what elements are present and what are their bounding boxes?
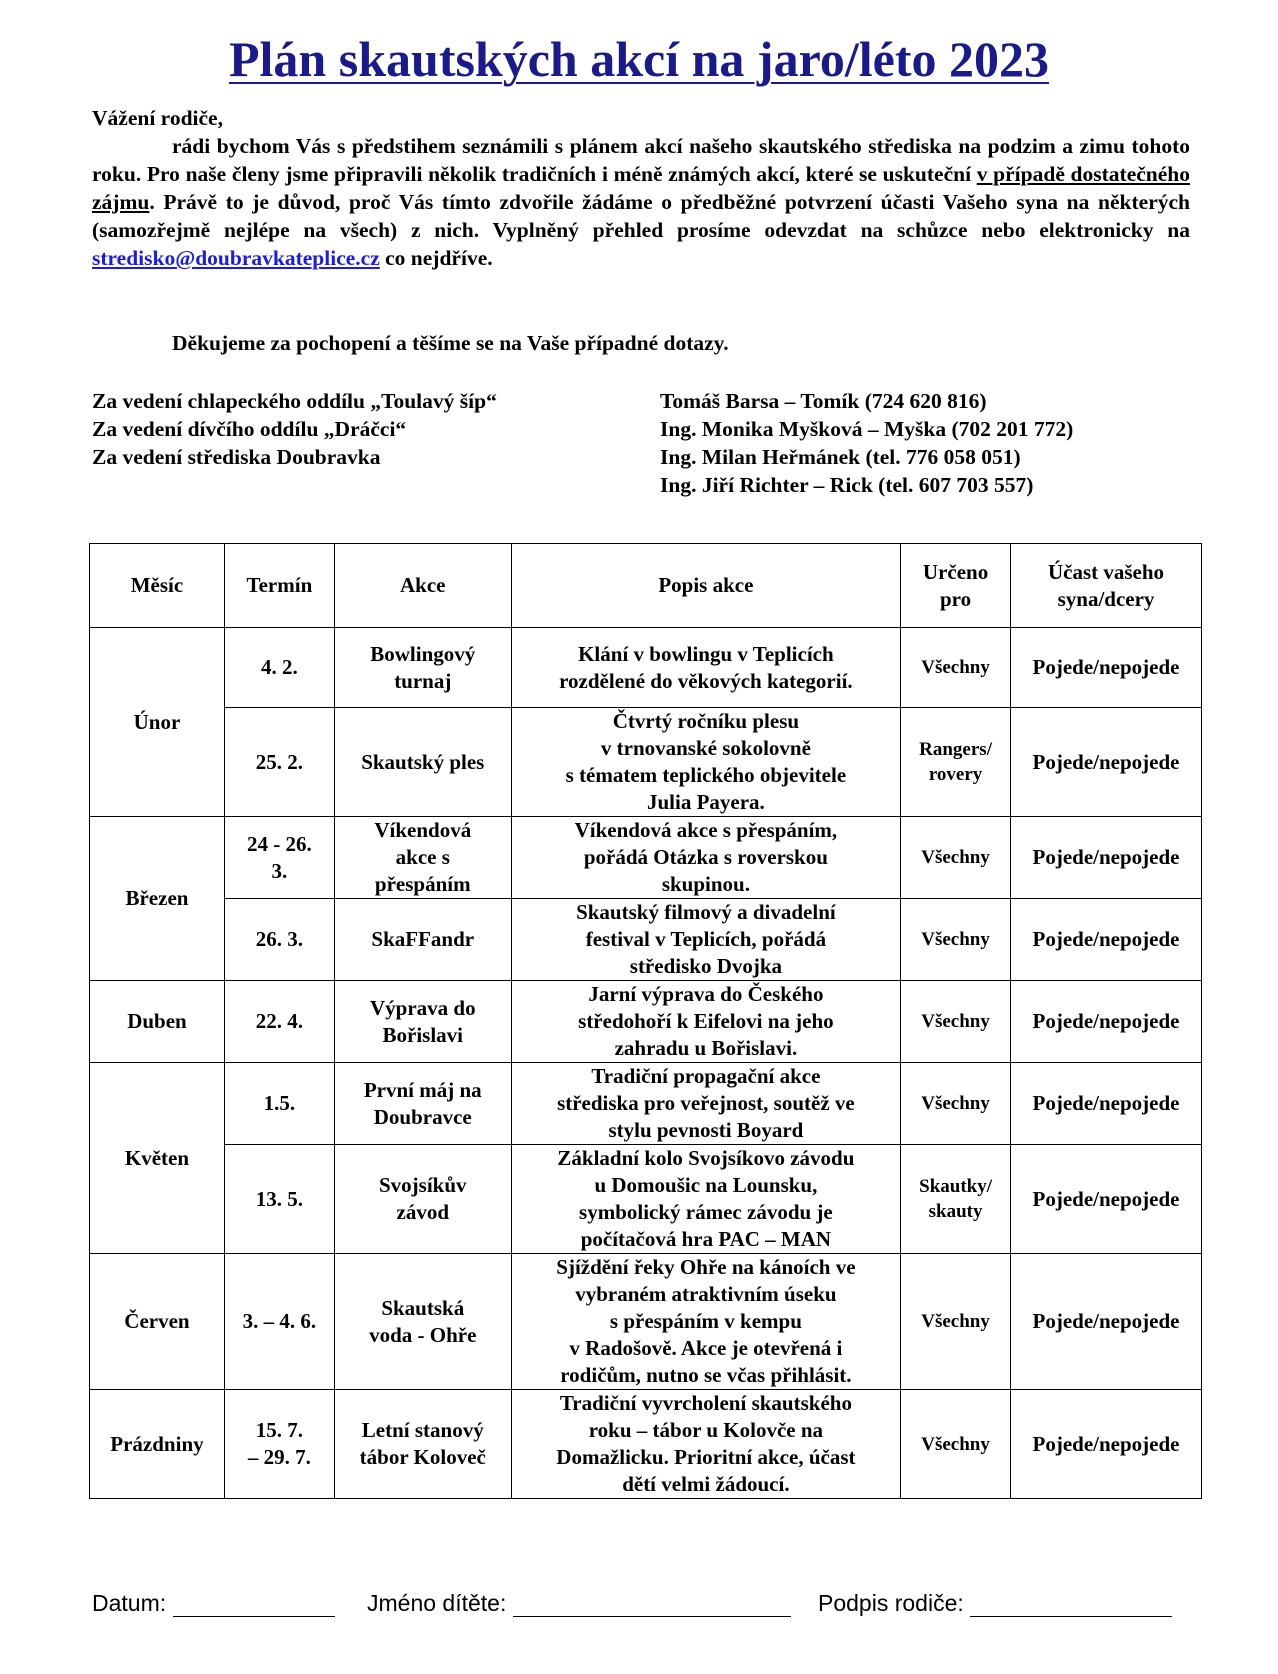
signatures-left [92, 387, 497, 471]
attendance-cell[interactable]: Pojede/nepojede [1011, 1063, 1202, 1145]
intro-text-b: . Právě to je důvod, proč Vás tímto zdvořile žádáme o předběžné potvrzení účasti Vašeho syna na některých (samozřejmě nejlépe na všech) z nich. Vyplněný přehled prosíme odevzdat na schůzce nebo elektronicky na [92, 190, 1190, 242]
event-cell: Skautská voda - Ohře [334, 1254, 511, 1390]
child-name-blank[interactable] [513, 1594, 791, 1617]
attendance-cell[interactable]: Pojede/nepojede [1011, 1254, 1202, 1390]
attendance-cell[interactable]: Pojede/nepojede [1011, 817, 1202, 899]
header-attendance: Účast vašeho syna/dcery [1011, 544, 1202, 628]
date-field[interactable] [92, 1590, 335, 1617]
child-name-field[interactable] [367, 1590, 791, 1617]
header-date: Termín [224, 544, 334, 628]
date-cell: 3. – 4. 6. [224, 1254, 334, 1390]
intended-for-cell: Všechny [901, 628, 1011, 708]
events-table [89, 543, 1202, 1499]
description-cell: Víkendová akce s přespáním, pořádá Otázka s roverskou skupinou. [511, 817, 900, 899]
event-cell: Svojsíkův závod [334, 1145, 511, 1254]
intended-for-cell: Všechny [901, 981, 1011, 1063]
intended-for-cell: Všechny [901, 899, 1011, 981]
description-cell: Skautský filmový a divadelní festival v Teplicích, pořádá středisko Dvojka [511, 899, 900, 981]
signatures-right [660, 387, 1073, 499]
month-cell: Březen [90, 817, 225, 981]
attendance-cell[interactable]: Pojede/nepojede [1011, 1145, 1202, 1254]
intro-letter [92, 104, 1190, 272]
table-row [90, 708, 1202, 817]
intended-for-cell: Rangers/ rovery [901, 708, 1011, 817]
table-header-row [90, 544, 1202, 628]
signature-name: Ing. Jiří Richter – Rick (tel. 607 703 557) [660, 473, 1034, 497]
intro-text-a: rádi bychom Vás s předstihem seznámili s plánem akcí našeho skautského střediska na podzim a zimu tohoto roku. Pro naše členy jsme připravili několik tradičních i méně známých akcí, které se uskuteční [92, 134, 1190, 186]
table-row [90, 1145, 1202, 1254]
month-cell: Únor [90, 628, 225, 817]
description-cell: Sjíždění řeky Ohře na kánoích ve vybraném atraktivním úseku s přespáním v kempu v Radošově. Akce je otevřená i rodičům, nutno se včas přihlásit. [511, 1254, 900, 1390]
description-cell: Tradiční vyvrcholení skautského roku – tábor u Kolovče na Domažlicku. Prioritní akce, účast dětí velmi žádoucí. [511, 1390, 900, 1499]
date-label: Datum: [92, 1590, 167, 1616]
month-cell: Prázdniny [90, 1390, 225, 1499]
description-cell: Jarní výprava do Českého středohoří k Eifelovi na jeho zahradu u Bořislavi. [511, 981, 900, 1063]
attendance-cell[interactable]: Pojede/nepojede [1011, 628, 1202, 708]
date-cell: 13. 5. [224, 1145, 334, 1254]
date-cell: 22. 4. [224, 981, 334, 1063]
intended-for-cell: Všechny [901, 1254, 1011, 1390]
event-cell: Výprava do Bořislavi [334, 981, 511, 1063]
event-cell: Skautský ples [334, 708, 511, 817]
child-name-label: Jméno dítěte: [367, 1590, 507, 1616]
date-cell: 24 - 26. 3. [224, 817, 334, 899]
signature-name: Tomáš Barsa – Tomík (724 620 816) [660, 389, 987, 413]
date-blank[interactable] [173, 1594, 335, 1617]
signature-name: Ing. Monika Myšková – Myška (702 201 772) [660, 417, 1074, 441]
date-cell: 1.5. [224, 1063, 334, 1145]
signature-role: Za vedení střediska Doubravka [92, 445, 381, 469]
page-title: Plán skautských akcí na jaro/léto 2023 [229, 31, 1049, 87]
signature-role: Za vedení dívčího oddílu „Dráčci“ [92, 417, 407, 441]
email-link[interactable]: stredisko@doubravkateplice.cz [92, 246, 380, 270]
intended-for-cell: Všechny [901, 1390, 1011, 1499]
intro-emphasis: v případě dostatečného zájmu [92, 162, 1190, 214]
month-cell: Červen [90, 1254, 225, 1390]
table-row [90, 981, 1202, 1063]
description-cell: Čtvrtý ročníku plesu v trnovanské sokolovně s tématem teplického objevitele Julia Payera. [511, 708, 900, 817]
parent-signature-blank[interactable] [970, 1594, 1172, 1617]
parent-signature-field[interactable] [818, 1590, 1172, 1617]
date-cell: 4. 2. [224, 628, 334, 708]
event-cell: Víkendová akce s přespáním [334, 817, 511, 899]
date-cell: 25. 2. [224, 708, 334, 817]
intended-for-cell: Všechny [901, 817, 1011, 899]
month-cell: Duben [90, 981, 225, 1063]
greeting: Vážení rodiče, [92, 106, 223, 130]
event-cell: Bowlingový turnaj [334, 628, 511, 708]
attendance-cell[interactable]: Pojede/nepojede [1011, 708, 1202, 817]
signature-name: Ing. Milan Heřmánek (tel. 776 058 051) [660, 445, 1021, 469]
description-cell: Tradiční propagační akce střediska pro veřejnost, soutěž ve stylu pevnosti Boyard [511, 1063, 900, 1145]
table-row [90, 899, 1202, 981]
intro-paragraph [92, 132, 1190, 272]
intended-for-cell: Všechny [901, 1063, 1011, 1145]
header-event: Akce [334, 544, 511, 628]
table-row [90, 628, 1202, 708]
event-cell: První máj na Doubravce [334, 1063, 511, 1145]
date-cell: 15. 7. – 29. 7. [224, 1390, 334, 1499]
table-row [90, 817, 1202, 899]
attendance-cell[interactable]: Pojede/nepojede [1011, 1390, 1202, 1499]
parent-signature-label: Podpis rodiče: [818, 1590, 964, 1616]
event-cell: Letní stanový tábor Koloveč [334, 1390, 511, 1499]
date-cell: 26. 3. [224, 899, 334, 981]
attendance-cell[interactable]: Pojede/nepojede [1011, 899, 1202, 981]
intro-text-c: co nejdříve. [379, 246, 493, 270]
month-cell: Květen [90, 1063, 225, 1254]
table-row [90, 1390, 1202, 1499]
intended-for-cell: Skautky/ skauty [901, 1145, 1011, 1254]
thanks-line: Děkujeme za pochopení a těšíme se na Vaše případné dotazy. [172, 331, 729, 355]
event-cell: SkaFFandr [334, 899, 511, 981]
description-cell: Klání v bowlingu v Teplicích rozdělené do věkových kategorií. [511, 628, 900, 708]
table-row [90, 1063, 1202, 1145]
table-row [90, 1254, 1202, 1390]
attendance-cell[interactable]: Pojede/nepojede [1011, 981, 1202, 1063]
signature-role: Za vedení chlapeckého oddílu „Toulavý šíp“ [92, 389, 497, 413]
description-cell: Základní kolo Svojsíkovo závodu u Domoušic na Lounsku, symbolický rámec závodu je počítačová hra PAC – MAN [511, 1145, 900, 1254]
header-description: Popis akce [511, 544, 900, 628]
header-month: Měsíc [90, 544, 225, 628]
header-for: Určeno pro [901, 544, 1011, 628]
